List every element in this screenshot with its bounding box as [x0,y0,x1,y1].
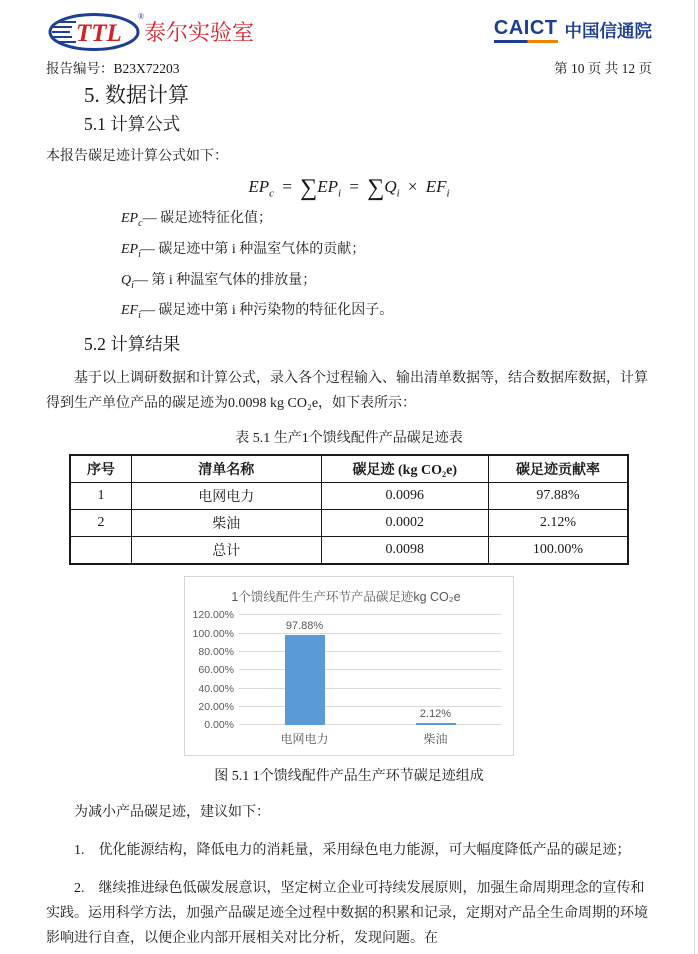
y-tick-label: 80.00% [198,645,234,658]
section-title: 5. 数据计算 [84,83,189,107]
result-paragraph: 基于以上调研数据和计算公式，录入各个过程输入、输出清单数据等，结合数据库数据，计算得到生产单位产品的碳足迹为0.0098 kg CO₂e，如下表所示： [46,371,648,412]
cell-index [70,537,131,565]
page-number: 第 10 页 共 12 页 [554,61,652,76]
cell-ratio: 2.12% [488,510,628,537]
column-header: 碳足迹贡献率 [488,455,628,483]
y-tick-label: 40.00% [198,682,234,695]
table-row [70,537,628,565]
formula-var-epc: EP [248,177,270,196]
formula-var-efi: EF [425,177,447,196]
cell-footprint: 0.0002 [321,510,488,537]
suggestion-intro: 为减小产品碳足迹，建议如下： [74,805,270,821]
cell-index: 1 [70,483,131,510]
x-axis-label: 电网电力 [280,732,329,747]
y-tick-label: 120.00% [192,609,234,622]
definition-sub: i [138,310,141,322]
column-header: 碳足迹 (kg CO₂e) [321,455,488,483]
times-sign: × [407,177,418,196]
table-row [70,510,628,537]
bar-chart [184,576,514,756]
cell-footprint: 0.0096 [321,483,488,510]
header-meta [46,57,652,77]
formula-var-qi: Q [384,177,397,196]
carbon-footprint-table [69,454,629,565]
definition-qi [121,268,652,299]
suggestion-item-2: 2. 继续推进绿色低碳发展意识，坚定树立企业可持续发展原则，加强生命周期理念的宣传和实践。运用科学方法，加强产品碳足迹全过程中数据的积累和记录，定期对产品全生命周期的环境影响进行自查，以便企业内部开展相关对比分析，发现问题。在 [46,881,648,947]
caict-logo-text: CAICT [493,17,558,39]
definition-symbol: EP [121,241,139,257]
bar-slot [239,615,370,725]
sigma-icon: ∑ [367,175,385,201]
table-row [70,483,628,510]
cell-index: 2 [70,510,131,537]
cell-ratio: 100.00% [488,537,628,565]
definition-text: — 碳足迹中第 i 种污染物的特征化因子。 [140,303,394,319]
x-axis-label: 柴油 [423,732,448,747]
cell-name: 总计 [131,537,321,565]
definition-sub: i [138,248,141,260]
subsection-title-result: 5.2 计算结果 [84,334,181,355]
chart-plot [239,615,501,725]
caict-underline-icon [494,40,558,43]
definition-efi [121,298,652,329]
bar-slot [370,615,501,725]
definition-epc [121,206,652,237]
chart-title: 1个馈线配件生产环节产品碳足迹kg CO₂e [231,590,461,605]
caict-wordmark [494,18,558,43]
formula-intro: 本报告碳足迹计算公式如下： [46,149,228,164]
column-header: 序号 [70,455,131,483]
ttl-logo [46,10,268,52]
subsection-title-formula: 5.1 计算公式 [84,114,181,134]
bar [285,635,325,725]
definition-epi [121,237,652,268]
column-header: 清单名称 [131,455,321,483]
definition-symbol: Q [121,272,132,288]
formula-sub-i: i [396,187,400,200]
chart-area [191,609,501,732]
caict-logo [494,18,652,43]
bar-value-label: 97.88% [285,620,324,633]
registered-mark-icon: ® [138,12,145,21]
sigma-icon: ∑ [300,175,318,201]
table-caption: 表 5.1 生产1个馈线配件产品碳足迹表 [235,431,463,447]
caict-cn-name: 中国信通院 [564,21,652,41]
chart-x-labels [239,730,501,747]
cell-name: 柴油 [131,510,321,537]
definition-symbol: EF [121,303,139,319]
equals-sign: = [349,177,359,196]
table-header-row [70,455,628,483]
chart-bars [239,615,501,725]
cell-footprint: 0.0098 [321,537,488,565]
definition-text: — 第 i 种温室气体的排放量； [133,272,317,288]
formula-sub-i: i [338,187,342,200]
figure-caption: 图 5.1 1个馈线配件产品生产环节碳足迹组成 [214,769,484,785]
ttl-logo-cn-name: 泰尔实验室 [144,20,255,45]
suggestion-item-1: 1. 优化能源结构，降低电力的消耗量，采用绿色电力能源，可大幅度降低产品的碳足迹； [74,843,631,859]
definition-sub: i [131,279,134,291]
formula [46,175,652,202]
cell-ratio: 97.88% [488,483,628,510]
y-tick-label: 100.00% [192,627,234,640]
definition-sub: c [138,217,143,229]
formula-var-epi: EP [317,177,339,196]
y-tick-label: 0.00% [204,719,234,732]
definition-symbol: EP [121,211,139,226]
cell-name: 电网电力 [131,483,321,510]
equals-sign: = [282,177,292,196]
report-number: 报告编号：B23X72203 [46,61,180,76]
definition-text: — 碳足迹中第 i 种温室气体的贡献； [140,241,366,257]
bar-value-label: 2.12% [419,708,452,721]
chart-y-axis [191,609,239,732]
formula-sub-c: c [269,187,275,200]
y-tick-label: 60.00% [198,664,234,677]
definition-text: — 碳足迹特征化值； [142,211,273,226]
y-tick-label: 20.00% [198,700,234,713]
ttl-logo-text: TTL [76,20,122,47]
page-header [46,10,652,54]
bar [416,723,456,725]
formula-sub-i: i [446,187,450,200]
definitions-list [121,206,652,329]
